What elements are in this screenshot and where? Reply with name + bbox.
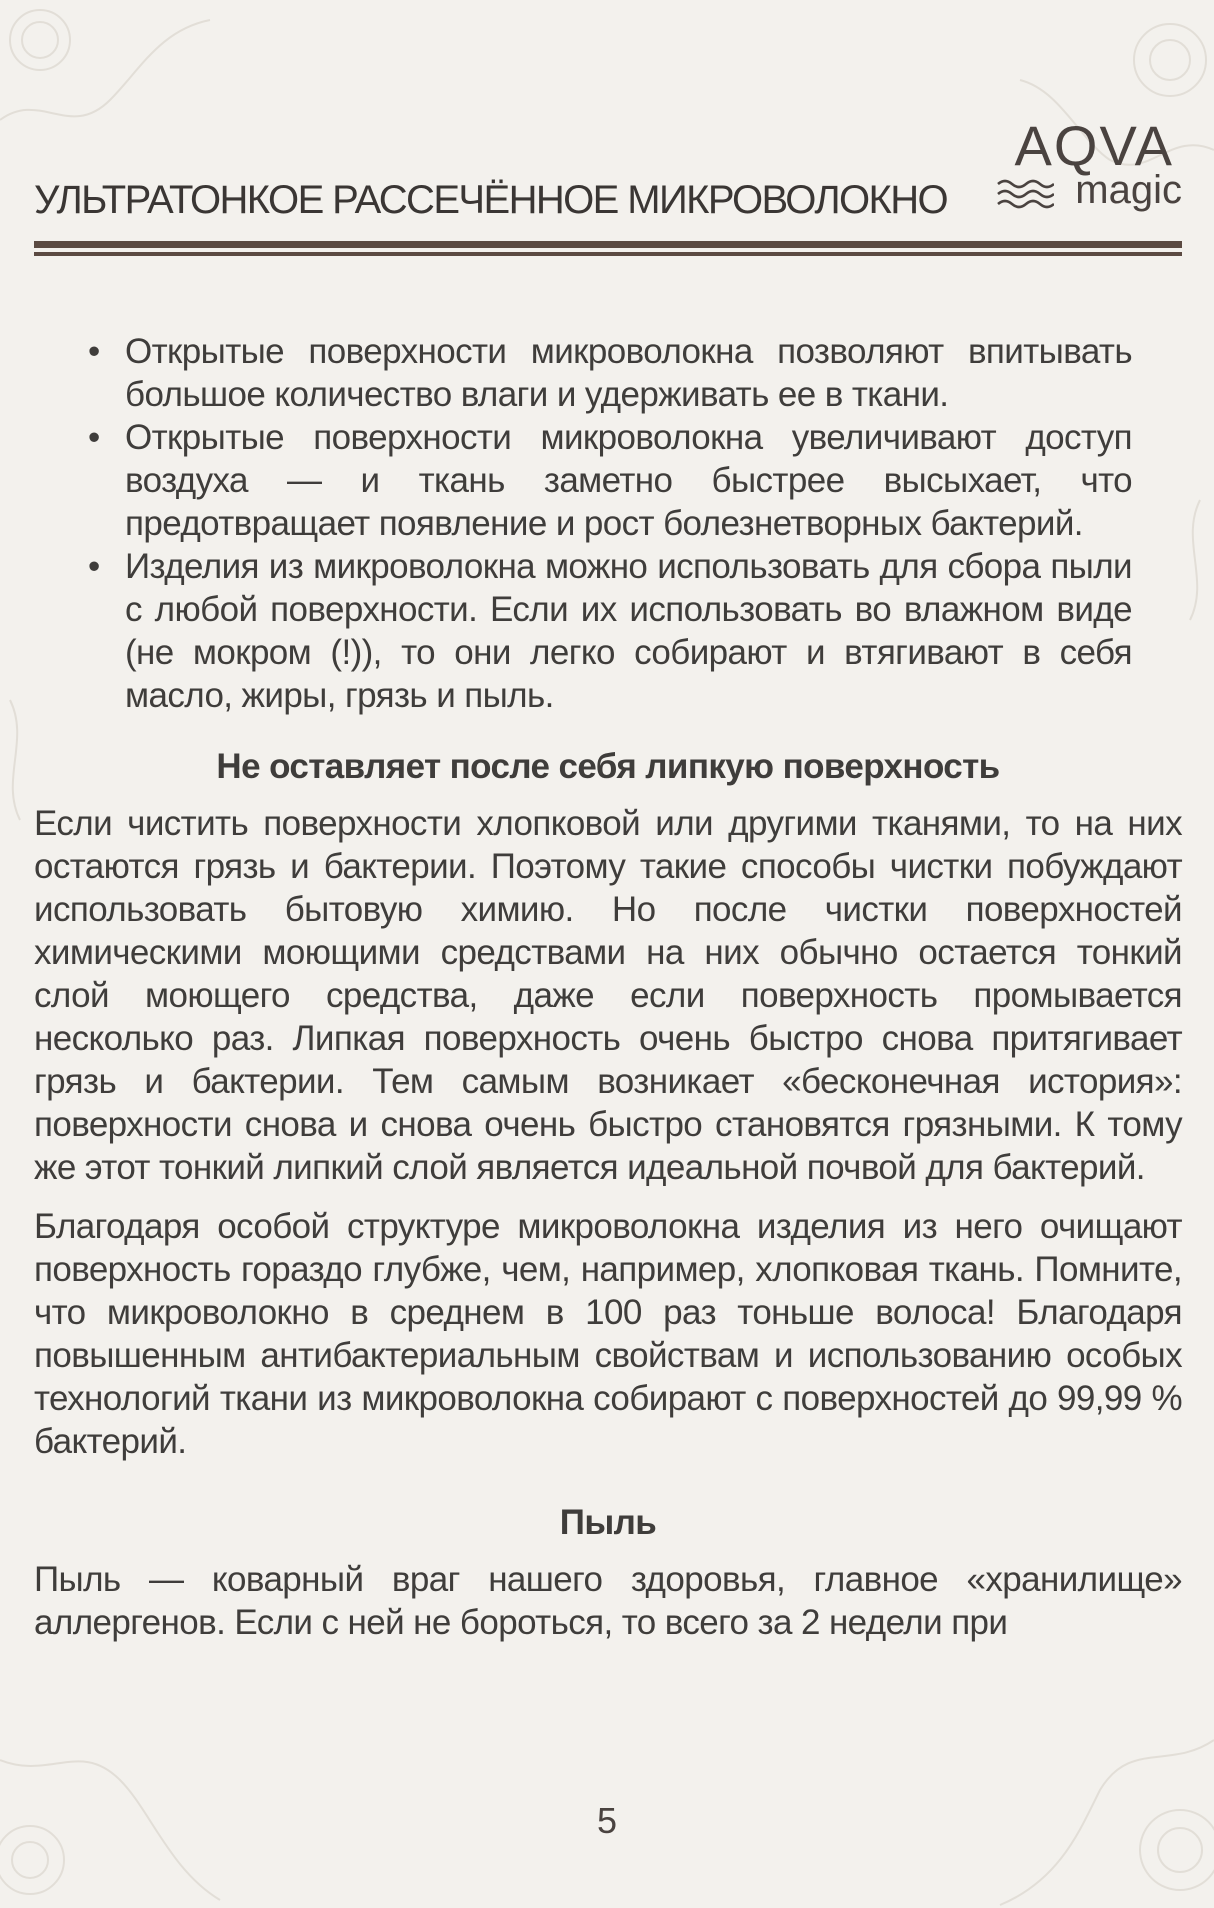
logo-magic-text: magic bbox=[1075, 168, 1182, 212]
bullet-icon: • bbox=[88, 547, 100, 586]
page-header bbox=[34, 114, 1182, 223]
paragraph: Благодаря особой структуре микроволокна изделия из него очищают поверхность гораздо глубже, чем, например, хлопковая ткань. Помните, что микроволокно в среднем в 100 раз тоньше волоса! Благодаря повышенным антибактериальным свойствам и использованию особых технологий ткани из микроволокна собирают с поверхностей до 99,99 % бактерий. bbox=[34, 1207, 1182, 1461]
paragraph: Если чистить поверхности хлопковой или другими тканями, то на них остаются грязь и бактерии. Поэтому такие способы чистки побуждают использовать бытовую химию. Но после чистки поверхностей химическими моющими средствами на них обычно остается тонкий слой моющего средства, даже если поверхность промывается несколько раз. Липкая поверхность очень быстро снова притягивает грязь и бактерии. Тем самым возникает «бесконечная история»: поверхности снова и снова очень быстро становятся грязными. К тому же этот тонкий липкий слой является идеальной почвой для бактерий. bbox=[34, 804, 1182, 1187]
waves-icon bbox=[996, 176, 1054, 210]
header-divider-thin bbox=[34, 252, 1182, 256]
section-heading-dust: Пыль bbox=[559, 1503, 657, 1542]
paragraph: Пыль — коварный враг нашего здоровья, главное «хранилище» аллергенов. Если с ней не бороться, то всего за 2 недели при bbox=[34, 1560, 1182, 1642]
bullet-text: Открытые поверхности микроволокна позволяют впитывать большое количество влаги и удерживать ее в ткани. bbox=[125, 332, 1132, 414]
bullet-list bbox=[34, 330, 1182, 717]
bullet-item bbox=[34, 545, 1132, 717]
bullet-item bbox=[34, 416, 1132, 545]
aqva-magic-logo bbox=[982, 114, 1182, 218]
bullet-text: Изделия из микроволокна можно использовать для сбора пыли с любой поверхности. Если их использовать во влажном виде (не мокром (!)), то они легко собирают и втягивают в себя масло, жиры, грязь и пыль. bbox=[125, 547, 1132, 715]
bullet-icon: • bbox=[88, 332, 100, 371]
bullet-text: Открытые поверхности микроволокна увеличивают доступ воздуха — и ткань заметно быстрее высыхает, что предотвращает появление и рост болезнетворных бактерий. bbox=[125, 418, 1132, 543]
header-divider-thick bbox=[34, 241, 1182, 248]
bullet-icon: • bbox=[88, 418, 100, 457]
header-title: УЛЬТРАТОНКОЕ РАССЕЧЁННОЕ МИКРОВОЛОКНО bbox=[34, 178, 948, 222]
bullet-item bbox=[34, 330, 1132, 416]
page-number: 5 bbox=[596, 1800, 618, 1841]
page-content bbox=[34, 330, 1182, 1660]
logo-aqva-text: AQVA bbox=[1014, 114, 1174, 177]
section-heading-sticky: Не оставляет после себя липкую поверхность bbox=[216, 747, 1000, 786]
